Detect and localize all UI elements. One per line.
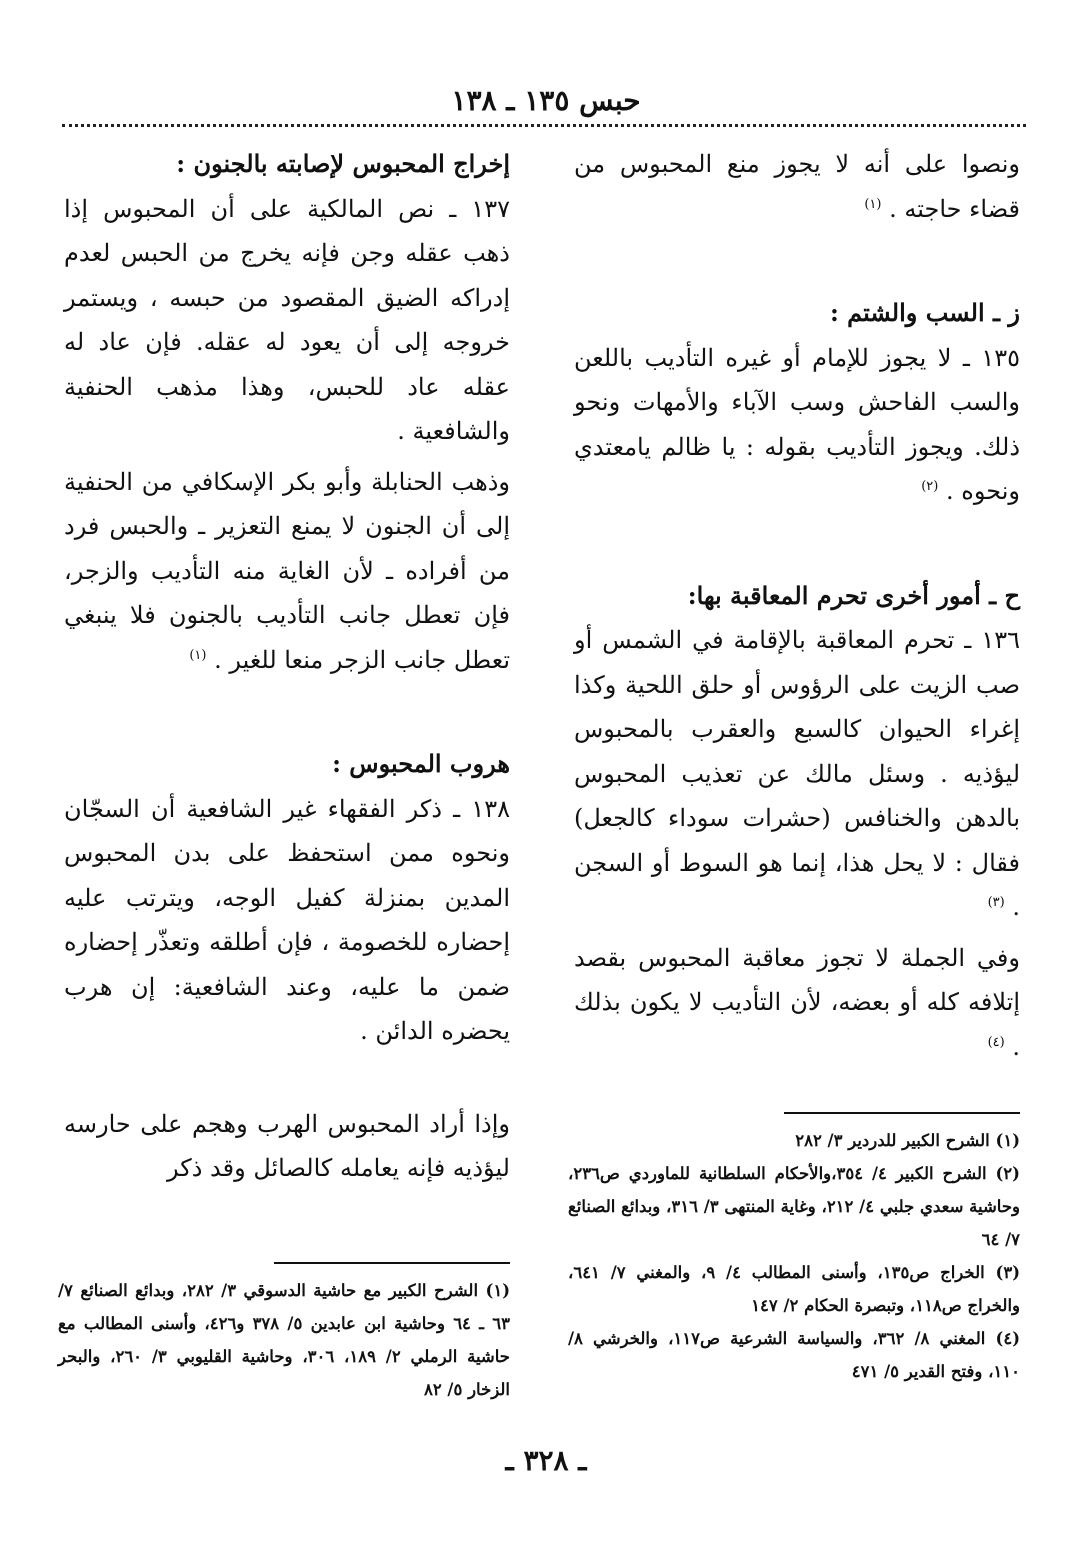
running-header: حبس ١٣٥ ـ ١٣٨ (451, 84, 641, 117)
footnote-item (568, 1322, 1020, 1388)
footnote-ref-left-1: (١) (189, 647, 207, 663)
footnotes-right (568, 1124, 1020, 1388)
footnote-rule-left (274, 1262, 510, 1264)
footnotes-left (58, 1274, 510, 1406)
footnote-text: الشرح الكبير ٤/ ٣٥٤،والأحكام السلطانية للماوردي ص٢٣٦، وحاشية سعدي جلبي ٤/ ٢١٢، وغاية المنتهى ٣/ ٣١٦، وبدائع الصنائع ٧/ ٦٤ (568, 1164, 1021, 1249)
footnote-ref-4: (٤) (987, 1034, 1005, 1050)
footnote-text: الشرح الكبير مع حاشية الدسوقي ٣/ ٢٨٢، وبدائع الصنائع ٧/ ٦٣ ـ ٦٤ وحاشية ابن عابدين ٥/ ٣٧٨ و٤٢٦، وأسنى المطالب مع حاشية الرملي ٢/ ١٨٩، ٣٠٦، وحاشية القليوبي ٣/ ٢٦٠، والبحر الزخار ٥/ ٨٢ (58, 1281, 510, 1399)
footnote-text: الخراج ص١٣٥، وأسنى المطالب ٤/ ٩، والمغني ٧/ ٦٤١، والخراج ص١١٨، وتبصرة الحكام ٢/ ١٤٧ (568, 1263, 1020, 1315)
header-dotted-rule (62, 124, 1026, 127)
page-number: ـ ٣٢٨ ـ (505, 1444, 587, 1477)
heading-sabb-shatm: ز ـ السب والشتم : (829, 298, 1020, 327)
right-column (574, 142, 1020, 1069)
footnote-number: (٣) (995, 1263, 1020, 1282)
footnote-ref-2: (٢) (921, 479, 939, 494)
footnote-ref-3: (٣) (987, 895, 1005, 910)
paragraph-in-general-text: وفي الجملة لا تجوز معاقبة المحبوس بقصد إتلافه كله أو بعضه، لأن التأديب لا يكون بذلك . (574, 943, 1020, 1061)
heading-release-insanity: إخراج المحبوس لإصابته بالجنون : (176, 149, 510, 178)
paragraph-136-text: ١٣٦ ـ تحرم المعاقبة بالإقامة في الشمس أو صب الزيت على الرؤوس أو حلق اللحية وكذا إغراء الحيوان كالسبع والعقرب بالمحبوس ليؤذيه . وسئل مالك عن تعذيب المحبوس بالدهن والخنافس (حشرات سوداء كالجعل) فقال : لا يحل هذا، إنما هو السوط أو السجن . (574, 626, 1020, 921)
paragraph-135 (574, 336, 1020, 514)
footnote-number: (٢) (995, 1164, 1020, 1183)
footnote-number: (٤) (995, 1329, 1020, 1348)
paragraph-intro (574, 142, 1020, 231)
footnote-item (568, 1157, 1020, 1256)
left-column (64, 142, 510, 1191)
footnote-item (568, 1256, 1020, 1322)
paragraph-137: ١٣٧ ـ نص المالكية على أن المحبوس إذا ذهب عقله وجن فإنه يخرج من الحبس لعدم إدراكه الضيق المقصود من حبسه ، ويستمر خروجه إلى أن يعود له عقله. فإن عاد له عقله عاد للحبس، وهذا مذهب الحنفية والشافعية . (64, 194, 510, 445)
paragraph-escape-attack: وإذا أراد المحبوس الهرب وهجم على حارسه ليؤذيه فإنه يعامله كالصائل وقد ذكر (64, 1109, 510, 1182)
paragraph-136 (574, 618, 1020, 930)
footnote-text: المغني ٨/ ٣٦٢، والسياسة الشرعية ص١١٧، والخرشي ٨/ ١١٠، وفتح القدير ٥/ ٤٧١ (568, 1329, 1020, 1381)
footnote-number: (١) (995, 1131, 1020, 1150)
paragraph-in-general (574, 936, 1020, 1070)
paragraph-138: ١٣٨ ـ ذكر الفقهاء غير الشافعية أن السجّان ونحوه ممن استحفظ على بدن المحبوس المدين بمنزلة كفيل الوجه، ويترتب عليه إحضاره للخصومة ، فإن أطلقه وتعذّر إحضاره ضمن ما عليه، وعند الشافعية: إن هرب يحضره الدائن . (64, 794, 510, 1045)
footnote-item (58, 1274, 510, 1406)
footnote-item (568, 1124, 1020, 1157)
heading-escape: هروب المحبوس : (332, 749, 510, 778)
footnote-text: الشرح الكبير للدردير ٣/ ٢٨٢ (795, 1131, 990, 1150)
paragraph-135-text: ١٣٥ ـ لا يجوز للإمام أو غيره التأديب باللعن والسب الفاحش وسب الآباء والأمهات ونحو ذلك. ويجوز التأديب بقوله : يا ظالم يامعتدي ونحوه . (574, 343, 1020, 505)
paragraph-intro-text: ونصوا على أنه لا يجوز منع المحبوس من قضاء حاجته . (574, 150, 1020, 223)
footnote-rule-right (784, 1112, 1020, 1114)
heading-other-matters: ح ـ أمور أخرى تحرم المعاقبة بها: (687, 580, 1020, 610)
footnote-ref-1: (١) (864, 196, 882, 212)
paragraph-hanabila (64, 460, 510, 683)
footnote-number: (١) (485, 1281, 510, 1300)
paragraph-hanabila-text: وذهب الحنابلة وأبو بكر الإسكافي من الحنفية إلى أن الجنون لا يمنع التعزير ـ والحبس فرد من أفراده ـ لأن الغاية منه التأديب والزجر، فإن تعطل جانب التأديب بالجنون فلا ينبغي تعطل جانب الزجر منعا للغير . (64, 467, 510, 674)
